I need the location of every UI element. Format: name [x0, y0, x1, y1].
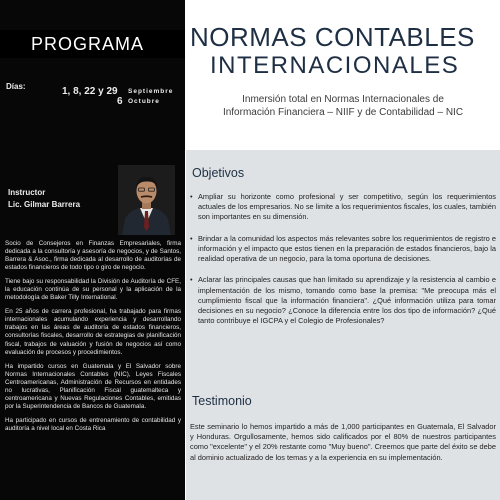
objective-item: • Aclarar las principales causas que han limitado su aprendizaje y la resistencia al cambio e implementación de los mismo, tomando como base la premisa: "Me preocupa más el cumplimiento fiscal que la información financiera". ¿Qué información utiliza para tomar decisiones en su negocio? ¿Conoce la diferencia entre los dos tipo de información? ¿Qué tanto contribuye el IGCPA y el Colegio de Profesionales?	[190, 275, 496, 326]
subtitle	[190, 94, 496, 119]
bio-paragraph: En 25 años de carrera profesional, ha trabajado para firmas internacionales acumulando experiencia y desarrollando trabajos en las áreas de auditoría de estados financieros, consultorías fiscales, desarrollo de estrategias de planificación fiscal, trabajos de valuación y fusión de negocios así como evaluación de procesos y procedimientos.	[5, 308, 181, 356]
month-line-1: Septiembre	[128, 88, 174, 95]
testimonio-heading: Testimonio	[192, 394, 252, 408]
instructor-label: Instructor	[8, 188, 46, 197]
month-line-2: Octubre	[128, 98, 160, 105]
left-sidebar	[0, 0, 185, 500]
dias-label: Días:	[6, 82, 26, 91]
bio-paragraph: Ha impartido cursos en Guatemala y El Salvador sobre Normas Internacionales Contables (NIC), Leyes Fiscales Centroamericanas, Administración de Recursos en entidades no lucrativas, Planificación Fiscal guatemalteca y centroamericana y Nuevas Regulaciones Contables, emitidas por la Superintendencia de Bancos de Guatemala.	[5, 362, 181, 410]
instructor-bio	[5, 240, 181, 439]
bio-paragraph: Tiene bajo su responsabilidad la División de Auditoría de CFE, la educación continúa de su personal y la aplicación de la metodología de Baker Tilly International.	[5, 278, 181, 302]
dates-line-2: 6	[117, 96, 123, 107]
bio-paragraph: Socio de Consejeros en Finanzas Empresariales, firma dedicada a la consultoría y asesoría de negocios, y de Santos, Barrera & Asoc., firma dedicada al desarrollo de auditorías de estados financieros de todo tipo o giro de negocio.	[5, 240, 181, 272]
title-line-2: INTERNACIONALES	[210, 52, 460, 79]
testimonio-text: Este seminario lo hemos impartido a más de 1,000 participantes en Guatemala, El Salvador y Honduras. Orgullosamente, hemos sido calificados por el 80% de nuestros participantes como "excelente" y el 20% restante como "Muy bueno". Creemos que parte del éxito se debe al dominio actualizado de los temas y a la experiencia en su implementación.	[190, 422, 496, 462]
objectives-list	[190, 192, 496, 337]
program-label: PROGRAMA	[31, 34, 145, 54]
bio-paragraph: Ha participado en cursos de entrenamiento de contabilidad y auditoría a nivel local en Costa Rica	[5, 416, 181, 432]
objective-item: • Brindar a la comunidad los aspectos más relevantes sobre los requerimientos de registro e información y el impacto que estos tienen en la preparación de estados financieros, bajo la realidad operativa de un negocio, para la toma oportuna de decisiones.	[190, 234, 496, 265]
dates-line-1: 1, 8, 22 y 29	[62, 86, 118, 97]
subtitle-line-1: Inmersión total en Normas Internacionales de	[242, 94, 444, 105]
objective-item: • Ampliar su horizonte como profesional y ser competitivo, según los requerimientos actuales de los empresarios. No se limite a los requerimientos fiscales, los cuales, también son importantes en su dimensión.	[190, 192, 496, 223]
instructor-name: Lic. Gilmar Barrera	[8, 200, 81, 209]
instructor-photo	[118, 165, 175, 235]
title-line-1: NORMAS CONTABLES	[190, 22, 475, 52]
subtitle-line-2: Información Financiera – NIIF y de Contabilidad – NIC	[222, 106, 464, 118]
objectives-heading: Objetivos	[192, 166, 245, 180]
person-portrait-icon	[118, 165, 175, 235]
